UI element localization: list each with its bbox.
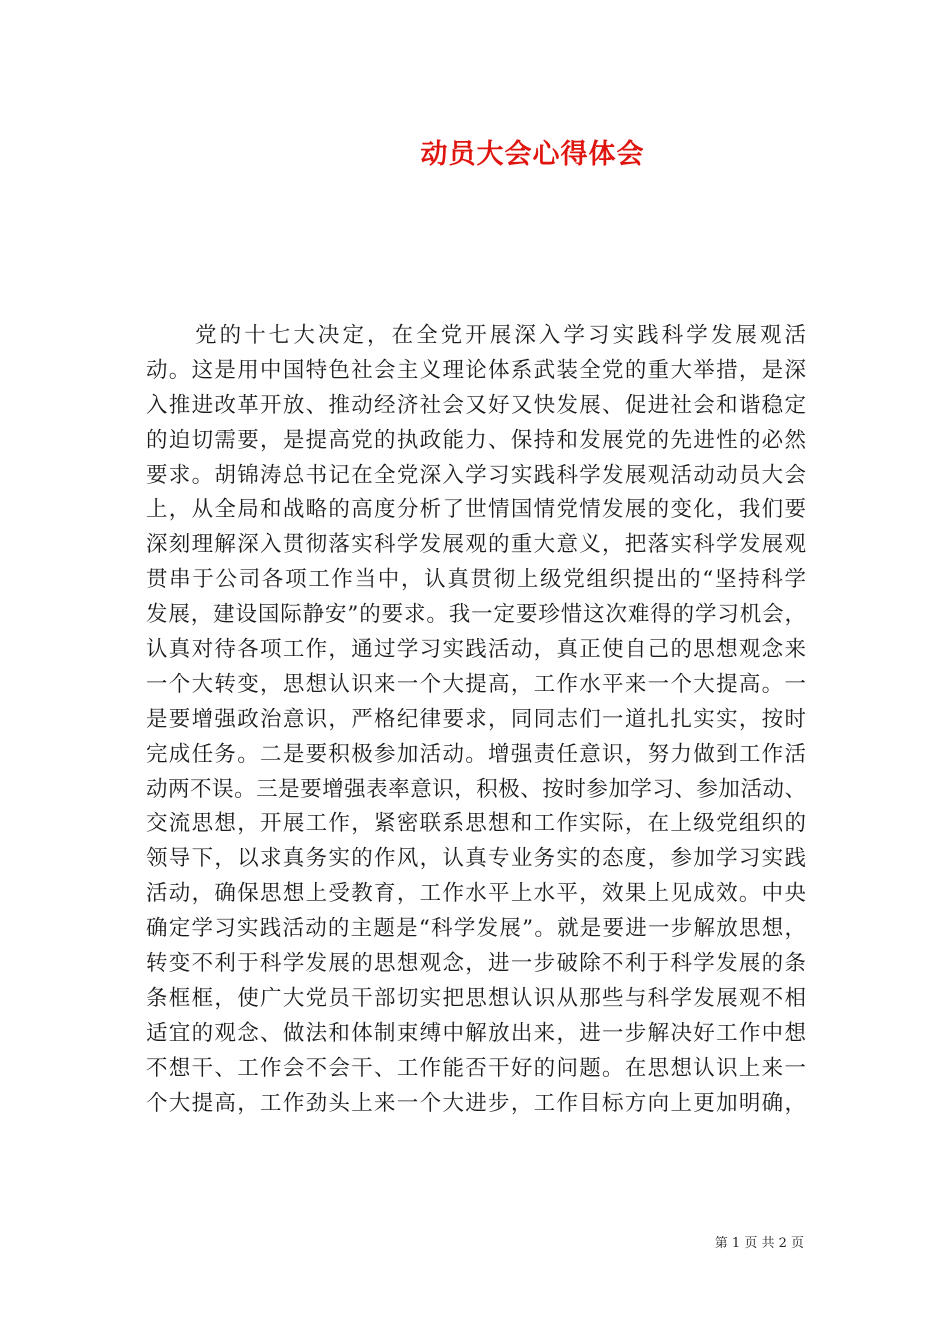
body-line: 的迫切需要，是提高党的执政能力、保持和发展党的先进性的必然 bbox=[146, 427, 806, 453]
body-line: 党的十七大决定，在全党开展深入学习实践科学发展观活 bbox=[146, 323, 806, 348]
body-line: 适宜的观念、做法和体制束缚中解放出来，进一步解决好工作中想 bbox=[146, 1020, 806, 1046]
body-line: 确定学习实践活动的主题是“科学发展”。就是要进一步解放思想， bbox=[146, 916, 806, 942]
body-line: 是要增强政治意识，严格纪律要求，同同志们一道扎扎实实，按时 bbox=[146, 706, 806, 732]
body-line: 一个大转变，思想认识来一个大提高，工作水平来一个大提高。一 bbox=[146, 671, 806, 697]
body-line: 贯串于公司各项工作当中，认真贯彻上级党组织提出的“坚持科学 bbox=[146, 567, 806, 593]
body-line: 认真对待各项工作，通过学习实践活动，真正使自己的思想观念来 bbox=[146, 637, 806, 663]
body-line: 上，从全局和战略的高度分析了世情国情党情发展的变化，我们要 bbox=[146, 497, 806, 523]
body-line: 完成任务。二是要积极参加活动。增强责任意识，努力做到工作活 bbox=[146, 741, 806, 767]
document-title: 动员大会心得体会 bbox=[420, 139, 645, 170]
body-line: 动两不误。三是要增强表率意识，积极、按时参加学习、参加活动、 bbox=[146, 776, 806, 802]
body-line: 要求。胡锦涛总书记在全党深入学习实践科学发展观活动动员大会 bbox=[146, 462, 806, 488]
body-line: 发展，建设国际静安”的要求。我一定要珍惜这次难得的学习机会， bbox=[146, 602, 806, 628]
body-line: 活动，确保思想上受教育，工作水平上水平，效果上见成效。中央 bbox=[146, 881, 806, 907]
body-line: 入推进改革开放、推动经济社会又好又快发展、促进社会和谐稳定 bbox=[146, 392, 806, 418]
body-line: 动。这是用中国特色社会主义理论体系武装全党的重大举措，是深 bbox=[146, 357, 806, 383]
body-line: 不想干、工作会不会干、工作能否干好的问题。在思想认识上来一 bbox=[146, 1055, 806, 1081]
body-line: 个大提高，工作劲头上来一个大进步，工作目标方向上更加明确， bbox=[146, 1090, 806, 1116]
body-line: 条框框，使广大党员干部切实把思想认识从那些与科学发展观不相 bbox=[146, 985, 806, 1011]
body-line: 交流思想，开展工作，紧密联系思想和工作实际，在上级党组织的 bbox=[146, 811, 806, 837]
page-number-footer: 第 1 页 共 2 页 bbox=[714, 1236, 804, 1251]
body-line: 领导下，以求真务实的作风，认真专业务实的态度，参加学习实践 bbox=[146, 846, 806, 872]
document-body bbox=[146, 319, 806, 1121]
body-line: 深刻理解深入贯彻落实科学发展观的重大意义，把落实科学发展观 bbox=[146, 532, 806, 558]
body-line: 转变不利于科学发展的思想观念，进一步破除不利于科学发展的条 bbox=[146, 951, 806, 977]
